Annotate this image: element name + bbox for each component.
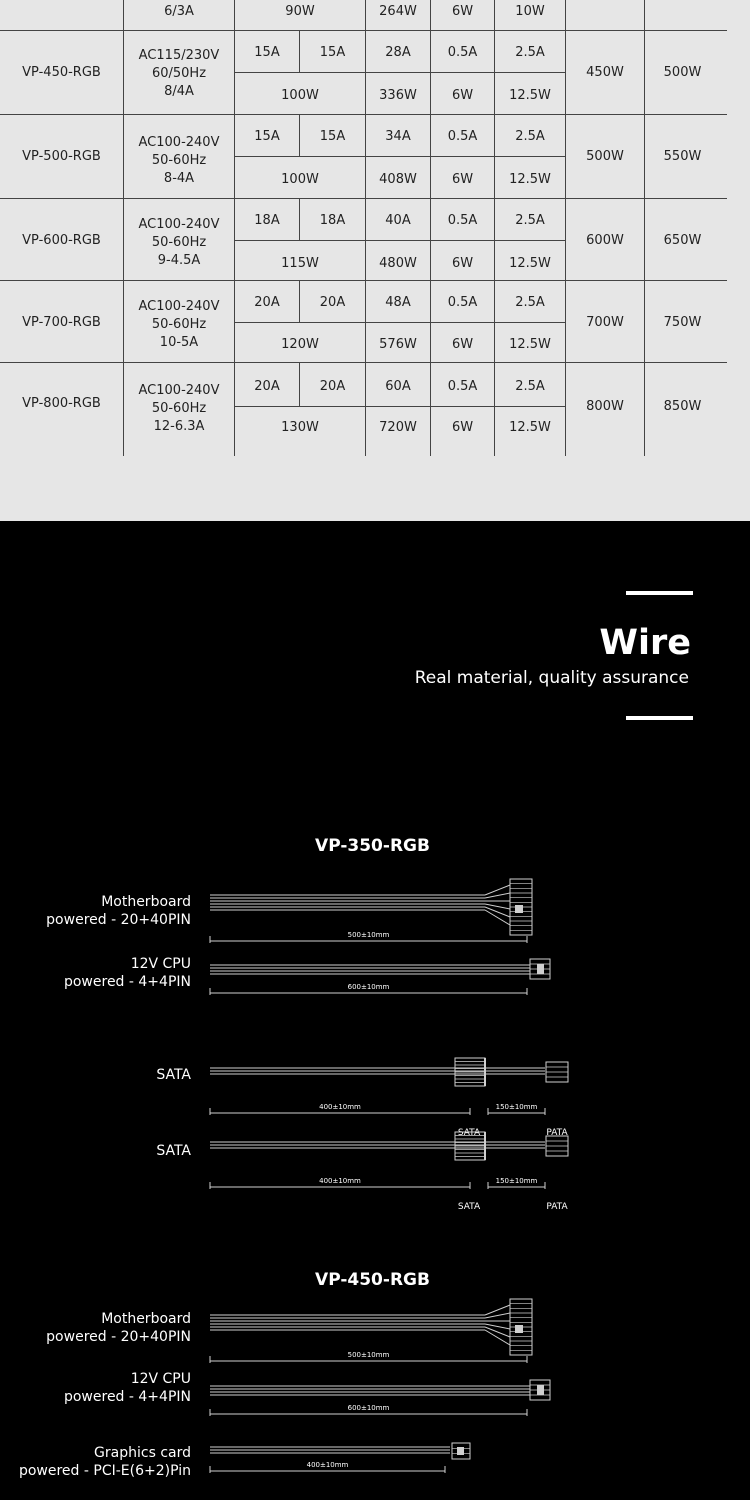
cell-a5vsb: 2.5A	[515, 45, 545, 60]
table-hline	[0, 362, 727, 363]
length-label: 500±10mm	[347, 931, 390, 939]
connector-latch	[457, 1447, 464, 1455]
cell-a5vsb: 2.5A	[515, 295, 545, 310]
length-label: 600±10mm	[347, 983, 390, 991]
divider-bar-bottom	[626, 716, 693, 720]
table-hline	[234, 406, 565, 407]
cell-rated: 700W	[586, 315, 624, 330]
connector-latch	[537, 1385, 544, 1395]
length-label: 400±10mm	[319, 1103, 361, 1111]
cell-peak: 850W	[663, 399, 702, 414]
atx-24pin-cable	[205, 877, 545, 947]
pcie-8pin-cable	[205, 1435, 485, 1475]
cell-w12: 720W	[379, 420, 417, 435]
wire-section	[0, 521, 750, 1500]
cell-a5: 15A	[319, 129, 346, 144]
group-title: VP-450-RGB	[315, 1270, 430, 1290]
length-label: 600±10mm	[347, 1404, 390, 1412]
cell-a-minus12: 0.5A	[447, 379, 478, 394]
section-title: Wire	[599, 623, 691, 663]
cell-a-minus12: 0.5A	[447, 213, 478, 228]
cable-label: SATA	[156, 1067, 191, 1083]
cell-input-line3: 10-5A	[159, 335, 199, 350]
cell-a-minus12: 0.5A	[447, 129, 478, 144]
cell-w-minus12: 6W	[451, 172, 474, 187]
cell-a5: 18A	[319, 213, 346, 228]
cell-model: VP-700-RGB	[22, 315, 101, 330]
table-hline	[0, 280, 727, 281]
cell-a5vsb: 2.5A	[515, 213, 545, 228]
cable-label: Motherboard powered - 20+40PIN	[46, 894, 191, 928]
cell-a33: 20A	[254, 295, 280, 310]
cable-label: 12V CPU powered - 4+4PIN	[63, 1371, 191, 1405]
table-hline	[0, 114, 727, 115]
group-title: VP-350-RGB	[315, 836, 430, 856]
cell-w5vsb: 12.5W	[509, 256, 551, 271]
cell-input-line1: AC100-240V	[138, 135, 220, 150]
cell-input-line2: 50-60Hz	[151, 401, 207, 416]
cell-a5vsb: 2.5A	[515, 129, 545, 144]
cell-a12: 60A	[385, 379, 411, 394]
cell-w12: 408W	[379, 172, 417, 187]
connector-latch	[537, 964, 544, 974]
cell-w-minus12: 6W	[451, 420, 474, 435]
length-label: 400±10mm	[306, 1461, 349, 1469]
cell-input-line3: 12-6.3A	[153, 419, 205, 434]
divider-bar-top	[626, 591, 693, 595]
cell-a5vsb: 2.5A	[515, 379, 545, 394]
cell-w12: 576W	[379, 337, 417, 352]
table-hline	[0, 198, 727, 199]
sata-pata-cable	[205, 1058, 585, 1138]
cell-peak: 550W	[663, 149, 702, 164]
connector-latch	[515, 905, 523, 913]
cell-a-minus12: 0.5A	[447, 45, 478, 60]
cell-w5vsb: 12.5W	[509, 420, 551, 435]
cell-w12: 264W	[379, 4, 417, 19]
cell-rated: 800W	[586, 399, 624, 414]
length-label: 400±10mm	[319, 1177, 361, 1185]
cell-w5vsb: 10W	[515, 4, 545, 19]
cable-label: Graphics card powered - PCI-E(6+2)Pin	[18, 1445, 191, 1479]
cell-model: VP-800-RGB	[22, 396, 101, 411]
connector-label-sata: SATA	[457, 1128, 481, 1138]
cell-combined-low: 115W	[281, 256, 319, 271]
cell-w-minus12: 6W	[451, 88, 474, 103]
table-hline	[234, 322, 565, 323]
connector-label-pata: PATA	[546, 1202, 568, 1212]
cell-combined-low: 120W	[281, 337, 319, 352]
cell-a5: 20A	[319, 295, 346, 310]
table-hline	[0, 30, 727, 31]
cell-w12: 336W	[379, 88, 417, 103]
table-hline	[234, 240, 565, 241]
connector-latch	[515, 1325, 523, 1333]
cell-combined-low: 90W	[285, 4, 315, 19]
cell-a12: 28A	[385, 45, 411, 60]
length-label: 150±10mm	[495, 1103, 538, 1111]
cell-a12: 40A	[385, 213, 411, 228]
cell-peak: 500W	[663, 65, 702, 80]
cell-input-line3: 9-4.5A	[157, 253, 201, 268]
cell-input-line2: 50-60Hz	[151, 153, 207, 168]
cell-input-line1: AC100-240V	[138, 299, 220, 314]
cell-input-line3: 8/4A	[164, 84, 194, 99]
cell-a33: 15A	[254, 129, 280, 144]
cell-peak: 750W	[663, 315, 702, 330]
cell-input-line2: 60/50Hz	[151, 66, 207, 81]
cell-combined-low: 100W	[281, 172, 319, 187]
cell-w5vsb: 12.5W	[509, 172, 551, 187]
spec-table	[0, 0, 750, 521]
length-label: 500±10mm	[347, 1351, 390, 1359]
cell-a33: 18A	[254, 213, 280, 228]
cell-a33: 15A	[254, 45, 280, 60]
cell-input-line2: 50-60Hz	[151, 235, 207, 250]
cable-label: SATA	[156, 1143, 191, 1159]
section-subtitle: Real material, quality assurance	[414, 668, 689, 688]
cable-label: 12V CPU powered - 4+4PIN	[63, 956, 191, 990]
cell-w-minus12: 6W	[451, 256, 474, 271]
cell-w-minus12: 6W	[451, 4, 474, 19]
table-hline	[234, 156, 565, 157]
cpu-8pin-cable	[205, 955, 555, 995]
cell-input-line1: AC115/230V	[138, 48, 220, 63]
cell-input-line1: AC100-240V	[138, 383, 220, 398]
cell-a12: 48A	[385, 295, 411, 310]
cell-peak: 650W	[663, 233, 702, 248]
cpu-8pin-cable	[205, 1376, 555, 1416]
cell-input-line2: 50-60Hz	[151, 317, 207, 332]
cell-w5vsb: 12.5W	[509, 88, 551, 103]
length-label: 150±10mm	[495, 1177, 538, 1185]
cell-combined-low: 100W	[281, 88, 319, 103]
cell-a5: 20A	[319, 379, 346, 394]
connector-label-sata: SATA	[457, 1202, 481, 1212]
cell-w5vsb: 12.5W	[509, 337, 551, 352]
cell-a5: 15A	[319, 45, 346, 60]
cell-combined-low: 130W	[281, 420, 319, 435]
cell-w12: 480W	[379, 256, 417, 271]
cell-model: VP-500-RGB	[22, 149, 101, 164]
cell-rated: 500W	[586, 149, 624, 164]
atx-24pin-cable	[205, 1297, 545, 1367]
cell-model: VP-450-RGB	[22, 65, 101, 80]
cell-model: VP-600-RGB	[22, 233, 101, 248]
cell-rated: 450W	[586, 65, 624, 80]
cell-a33: 20A	[254, 379, 280, 394]
cell-input: 6/3A	[164, 4, 194, 19]
connector-label-pata: PATA	[546, 1128, 568, 1138]
cell-w-minus12: 6W	[451, 337, 474, 352]
cell-input-line3: 8-4A	[163, 171, 195, 186]
sata-pata-cable	[205, 1132, 585, 1212]
cell-a12: 34A	[385, 129, 411, 144]
cell-rated: 600W	[586, 233, 624, 248]
cable-label: Motherboard powered - 20+40PIN	[46, 1311, 191, 1345]
cell-input-line1: AC100-240V	[138, 217, 220, 232]
cell-a-minus12: 0.5A	[447, 295, 478, 310]
table-hline	[234, 72, 565, 73]
